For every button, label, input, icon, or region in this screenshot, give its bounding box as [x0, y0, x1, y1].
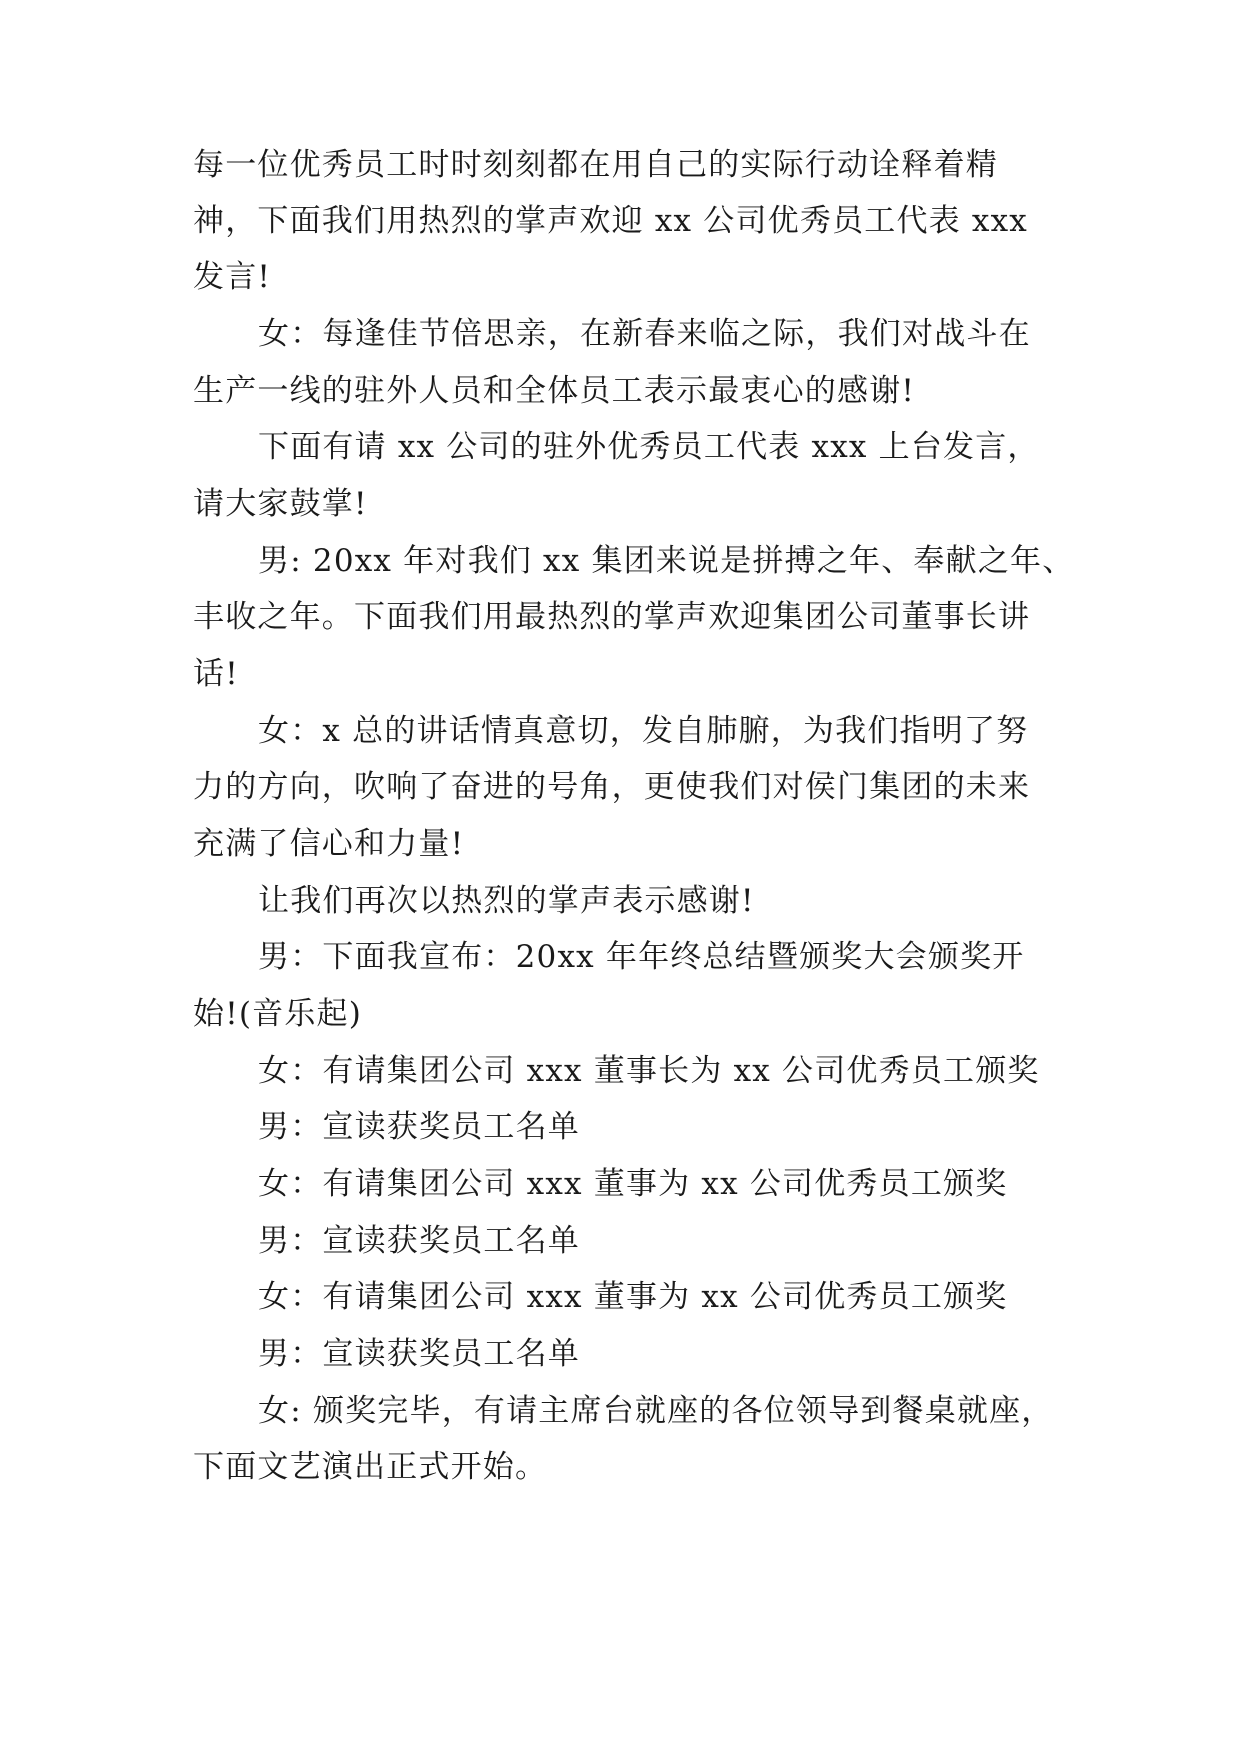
text-line: 生产一线的驻外人员和全体员工表示最衷心的感谢! [193, 373, 916, 409]
text-line: 男：宣读获奖员工名单 [258, 1336, 580, 1372]
text-line: 让我们再次以热烈的掌声表示感谢! [258, 883, 755, 919]
text-line: 女：有请集团公司 xxx 董事为 xx 公司优秀员工颁奖 [258, 1166, 1008, 1202]
text-line: 女：x 总的讲话情真意切，发自肺腑，为我们指明了努 [258, 713, 1029, 749]
text-line: 每一位优秀员工时时刻刻都在用自己的实际行动诠释着精 [193, 147, 998, 183]
text-line: 发言! [193, 259, 272, 295]
text-line: 始!(音乐起) [193, 996, 363, 1032]
text-line: 女：每逢佳节倍思亲，在新春来临之际，我们对战斗在 [258, 316, 1031, 352]
text-line: 女: 颁奖完毕，有请主席台就座的各位领导到餐桌就座， [258, 1393, 1054, 1429]
text-line: 神，下面我们用热烈的掌声欢迎 xx 公司优秀员工代表 xxx [193, 203, 1028, 239]
text-line: 下面有请 xx 公司的驻外优秀员工代表 xxx 上台发言， [258, 429, 1040, 465]
text-line: 下面文艺演出正式开始。 [193, 1449, 548, 1485]
text-line: 男：下面我宣布：20xx 年年终总结暨颁奖大会颁奖开 [258, 939, 1025, 975]
text-line: 丰收之年。下面我们用最热烈的掌声欢迎集团公司董事长讲 [193, 599, 1031, 635]
text-line: 男：宣读获奖员工名单 [258, 1109, 580, 1145]
text-line: 请大家鼓掌! [193, 486, 368, 522]
text-line: 话! [193, 656, 239, 692]
text-line: 男: 20xx 年对我们 xx 集团来说是拼搏之年、奉献之年、 [258, 543, 1075, 579]
text-line: 女：有请集团公司 xxx 董事长为 xx 公司优秀员工颁奖 [258, 1053, 1040, 1089]
text-line: 女：有请集团公司 xxx 董事为 xx 公司优秀员工颁奖 [258, 1279, 1008, 1315]
text-line: 男：宣读获奖员工名单 [258, 1223, 580, 1259]
text-line: 力的方向，吹响了奋进的号角，更使我们对侯门集团的未来 [193, 769, 1031, 805]
text-line: 充满了信心和力量! [193, 826, 465, 862]
